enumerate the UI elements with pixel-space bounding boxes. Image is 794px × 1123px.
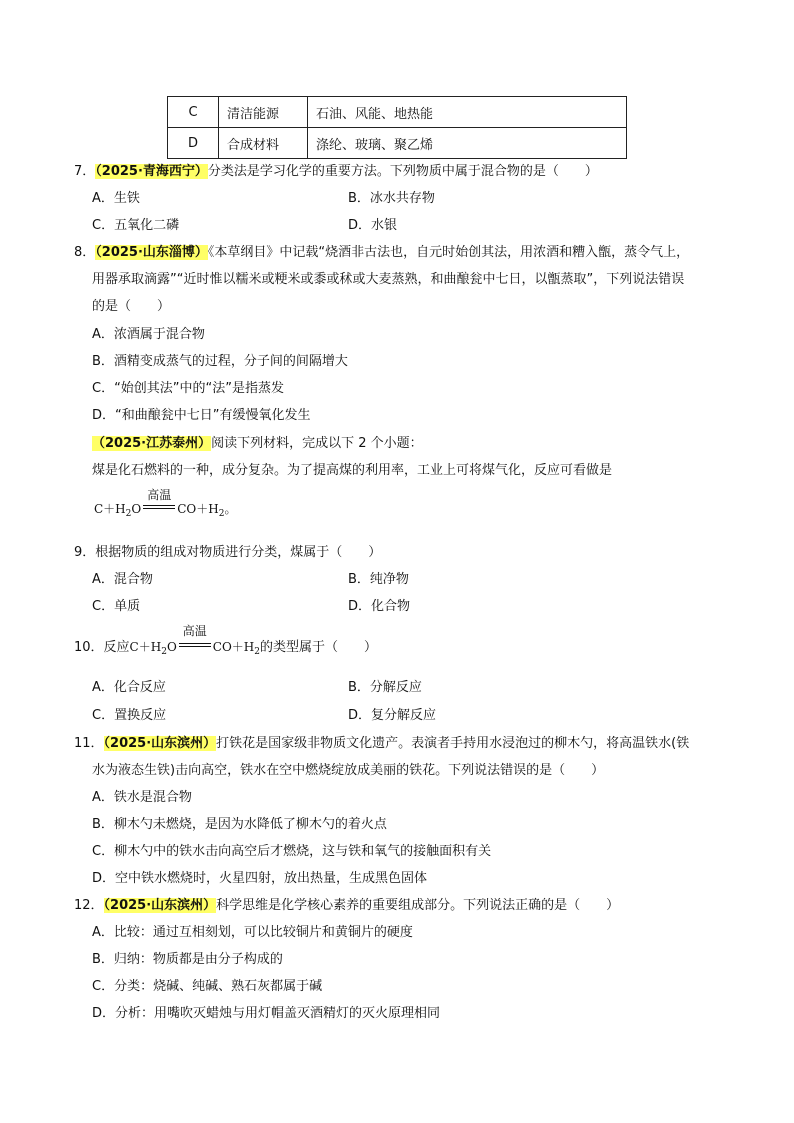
question-number: 7． bbox=[74, 164, 96, 179]
intro-text: 阅读下列材料，完成以下 2 个小题： bbox=[211, 436, 423, 451]
row-category: 清洁能源 bbox=[219, 97, 308, 128]
question-9: 9．根据物质的组成对物质进行分类，煤属于（ ） bbox=[74, 545, 382, 560]
option-c: C．“始创其法”中的“法”是指蒸发 bbox=[92, 381, 285, 396]
question-10 bbox=[74, 624, 378, 662]
option-b: B．柳木勺未燃烧，是因为水降低了柳木勺的着火点 bbox=[92, 817, 387, 832]
option-c: C．柳木勺中的铁水击向高空后才燃烧，这与铁和氧气的接触面积有关 bbox=[92, 844, 492, 859]
reaction-condition: 高温 bbox=[143, 502, 175, 516]
option-d: D．水银 bbox=[348, 218, 398, 233]
option-b: B．纯净物 bbox=[348, 572, 409, 587]
question-suffix: 的类型属于（ ） bbox=[260, 640, 378, 655]
question-11 bbox=[74, 734, 689, 754]
row-letter: D bbox=[168, 128, 219, 159]
question-7 bbox=[74, 162, 598, 182]
material-text: 煤是化石燃料的一种，成分复杂。为了提高煤的利用率，工业上可将煤气化，反应可看做是 bbox=[92, 463, 613, 478]
option-d: D．化合物 bbox=[348, 599, 411, 614]
source-tag: （2025·江苏泰州） bbox=[92, 436, 212, 451]
reaction-condition: 高温 bbox=[179, 637, 211, 657]
question-text: 科学思维是化学核心素养的重要组成部分。下列说法正确的是（ ） bbox=[216, 898, 620, 913]
option-c: C．置换反应 bbox=[92, 708, 167, 723]
question-text: 《本草纲目》中记载“烧酒非古法也，自元时始创其法，用浓酒和糟入甑，蒸令气上， bbox=[207, 245, 690, 260]
option-b: B．分解反应 bbox=[348, 680, 422, 695]
question-text: 打铁花是国家级非物质文化遗产。表演者手持用水浸泡过的柳木勺，将高温铁水(铁 bbox=[216, 736, 690, 751]
option-d: D．空中铁水燃烧时，火星四射，放出热量，生成黑色固体 bbox=[92, 871, 428, 886]
question-text: 水为液态生铁)击向高空，铁水在空中燃烧绽放成美丽的铁花。下列说法错误的是（ ） bbox=[92, 763, 605, 778]
question-number: 12． bbox=[74, 898, 104, 913]
question-prefix: 10．反应 bbox=[74, 640, 130, 655]
chemical-equation: $C+H_2O$ 高温 $CO+H_2$ bbox=[129, 624, 261, 657]
question-number: 8． bbox=[74, 245, 96, 260]
material-intro bbox=[92, 434, 423, 454]
question-8 bbox=[74, 243, 689, 263]
row-items: 涤纶、玻璃、聚乙烯 bbox=[308, 128, 627, 159]
chemical-equation: $C+H_2O$ 高温 $CO+H_2$。 bbox=[94, 488, 237, 519]
option-a: A．浓酒属于混合物 bbox=[92, 327, 205, 342]
question-text: 的是（ ） bbox=[92, 299, 171, 314]
source-tag: （2025·青海西宁） bbox=[95, 164, 208, 179]
option-c: C．单质 bbox=[92, 599, 141, 614]
option-d: D．分析：用嘴吹灭蜡烛与用灯帽盖灭酒精灯的灭火原理相同 bbox=[92, 1006, 441, 1021]
row-items: 石油、风能、地热能 bbox=[308, 97, 627, 128]
source-tag: （2025·山东滨州） bbox=[103, 736, 217, 751]
table-row bbox=[168, 128, 627, 159]
row-letter: C bbox=[168, 97, 219, 128]
option-c: C．分类：烧碱、纯碱、熟石灰都属于碱 bbox=[92, 979, 323, 994]
question-text: 分类法是学习化学的重要方法。下列物质中属于混合物的是（ ） bbox=[207, 164, 598, 179]
option-c: C．五氧化二磷 bbox=[92, 218, 180, 233]
option-a: A．化合反应 bbox=[92, 680, 166, 695]
option-b: B．归纳：物质都是由分子构成的 bbox=[92, 952, 283, 967]
option-a: A．比较：通过互相刻划，可以比较铜片和黄铜片的硬度 bbox=[92, 925, 413, 940]
question-number: 11． bbox=[74, 736, 104, 751]
option-a: A．铁水是混合物 bbox=[92, 790, 192, 805]
table-row bbox=[168, 97, 627, 128]
option-d: D．“和曲酿瓮中七日”有缓慢氧化发生 bbox=[92, 408, 311, 423]
classification-table bbox=[167, 96, 627, 159]
source-tag: （2025·山东滨州） bbox=[103, 898, 217, 913]
question-text: 用器承取滴露”“近时惟以糯米或粳米或黍或秫或大麦蒸熟，和曲酿瓮中七日，以甑蒸取”，下列说法错误 bbox=[92, 272, 685, 287]
option-a: A．混合物 bbox=[92, 572, 153, 587]
option-d: D．复分解反应 bbox=[348, 708, 437, 723]
option-b: B．冰水共存物 bbox=[348, 191, 435, 206]
question-12 bbox=[74, 896, 619, 916]
row-category: 合成材料 bbox=[219, 128, 308, 159]
option-b: B．酒精变成蒸气的过程，分子间的间隔增大 bbox=[92, 354, 348, 369]
option-a: A．生铁 bbox=[92, 191, 140, 206]
source-tag: （2025·山东淄博） bbox=[95, 245, 208, 260]
